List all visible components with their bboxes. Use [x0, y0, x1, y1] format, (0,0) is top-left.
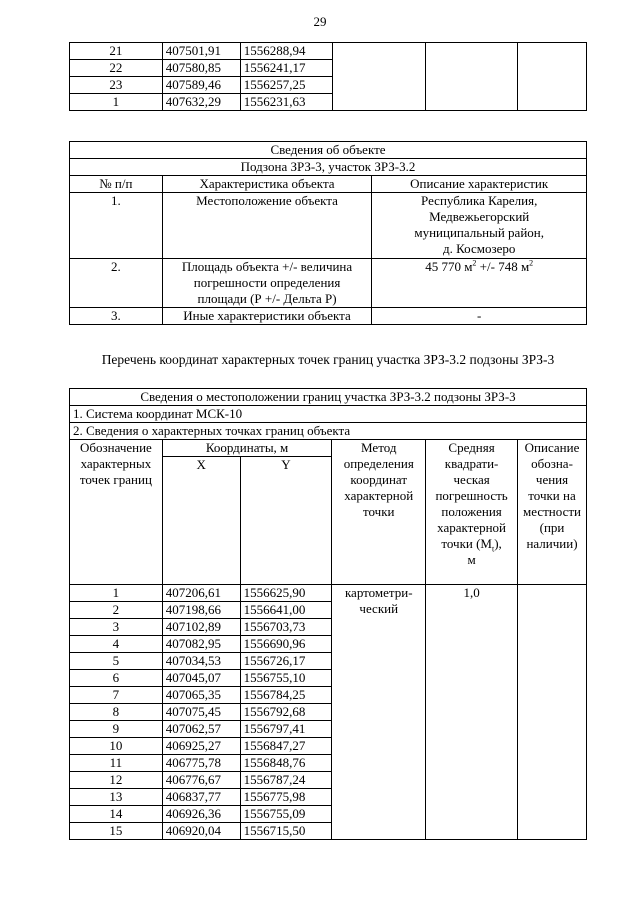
- coords-table: [69, 388, 587, 840]
- point-number: 22: [70, 60, 163, 77]
- area-tolerance: +/- 748 м: [476, 259, 530, 274]
- header-line: характерной: [344, 488, 414, 503]
- object-info-row: [70, 308, 587, 325]
- header-line: Метод: [361, 440, 397, 455]
- coords-system-row: [70, 406, 587, 423]
- coord-y: 1556797,41: [240, 721, 332, 738]
- coord-y: 1556715,50: [240, 823, 332, 840]
- coord-y: 1556690,96: [240, 636, 332, 653]
- characteristic-line: Местоположение объекта: [196, 193, 338, 208]
- top-coord-row: [70, 43, 587, 60]
- coords-title: Сведения о местоположении границ участка ЗРЗ-3.2 подзоны ЗРЗ-3: [70, 389, 587, 406]
- description-line: муниципальный район,: [414, 225, 544, 240]
- header-line: обозна-: [531, 456, 573, 471]
- coord-x: 407045,07: [162, 670, 240, 687]
- header-description: Описание характеристик: [372, 176, 587, 193]
- point-number: 6: [70, 670, 163, 687]
- coord-x: 407102,89: [162, 619, 240, 636]
- point-number: 14: [70, 806, 163, 823]
- point-number: 5: [70, 653, 163, 670]
- point-number: 13: [70, 789, 163, 806]
- point-number: 12: [70, 772, 163, 789]
- method-line: ческий: [359, 601, 399, 616]
- header-line: точки: [363, 504, 395, 519]
- object-info-subtitle: Подзона ЗРЗ-3, участок ЗРЗ-3.2: [70, 159, 587, 176]
- header-line: характерной: [437, 520, 507, 535]
- area-value: 45 770 м: [425, 259, 473, 274]
- coord-y: 1556641,00: [240, 602, 332, 619]
- coord-y: 1556755,10: [240, 670, 332, 687]
- area-unit-power: 2: [472, 258, 477, 268]
- characteristic-line: погрешности определения: [193, 275, 341, 290]
- characteristic-line: Иные характеристики объекта: [183, 308, 351, 323]
- row-number: 2.: [70, 259, 163, 308]
- coord-y: 1556755,09: [240, 806, 332, 823]
- object-info-table: [69, 141, 587, 325]
- description-cell: [372, 308, 587, 325]
- point-number: 8: [70, 704, 163, 721]
- description-line: -: [477, 308, 482, 323]
- header-point-designation: [70, 440, 163, 585]
- point-number: 4: [70, 636, 163, 653]
- header-line: точек границ: [79, 472, 152, 487]
- coords-header-row: [70, 440, 587, 457]
- header-line: координат: [350, 472, 408, 487]
- empty-method-cell: [332, 43, 426, 111]
- description-line: Республика Карелия,: [421, 193, 538, 208]
- header-line: определения: [343, 456, 414, 471]
- point-number: 15: [70, 823, 163, 840]
- coord-y: 1556784,25: [240, 687, 332, 704]
- point-number: 23: [70, 77, 163, 94]
- method-cell: [332, 585, 426, 840]
- coord-y: 1556703,73: [240, 619, 332, 636]
- header-line: [429, 536, 514, 552]
- coord-x: 406925,27: [162, 738, 240, 755]
- page-number: 29: [313, 14, 327, 29]
- method-line: картометри-: [344, 585, 413, 600]
- characteristic-line: площади (Р +/- Дельта Р): [197, 291, 337, 306]
- characteristic-cell: [162, 259, 372, 308]
- header-characteristic: Характеристика объекта: [162, 176, 372, 193]
- point-number: 11: [70, 755, 163, 772]
- area-value-cell: [372, 259, 587, 308]
- header-line: Описание: [524, 440, 580, 455]
- coord-y: 1556288,94: [240, 43, 332, 60]
- row-number: 3.: [70, 308, 163, 325]
- header-line: (при: [539, 520, 565, 535]
- coord-x: 407062,57: [162, 721, 240, 738]
- coord-y: 1556625,90: [240, 585, 332, 602]
- header-line: наличии): [526, 536, 578, 551]
- header-accuracy: [426, 440, 518, 585]
- description-line: Медвежьегорский: [429, 209, 530, 224]
- coord-x: 407580,85: [162, 60, 240, 77]
- coord-x: 407206,61: [162, 585, 240, 602]
- coords-points-heading-row: [70, 423, 587, 440]
- coord-x: 407501,91: [162, 43, 240, 60]
- header-coordinates: Координаты, м: [162, 440, 332, 457]
- point-number: 2: [70, 602, 163, 619]
- coord-y: 1556847,27: [240, 738, 332, 755]
- characteristic-cell: [162, 193, 372, 259]
- point-number: 7: [70, 687, 163, 704]
- coord-x: 407198,66: [162, 602, 240, 619]
- coord-y: 1556848,76: [240, 755, 332, 772]
- header-line: точки на: [528, 488, 576, 503]
- object-info-title-row: [70, 142, 587, 159]
- coord-x: 406776,67: [162, 772, 240, 789]
- accuracy-cell: 1,0: [426, 585, 518, 840]
- header-method: [332, 440, 426, 585]
- header-line: характерных: [80, 456, 152, 471]
- header-line: квадрати-: [444, 456, 499, 471]
- description-cell: [518, 585, 587, 840]
- coord-x: 407075,45: [162, 704, 240, 721]
- object-info-row: [70, 259, 587, 308]
- coord-x: 407082,95: [162, 636, 240, 653]
- coord-x: 406775,78: [162, 755, 240, 772]
- accuracy-label-end: ),: [494, 536, 502, 551]
- point-number: 1: [70, 94, 163, 111]
- coords-title-row: [70, 389, 587, 406]
- object-info-subtitle-row: [70, 159, 587, 176]
- coord-y: 1556241,17: [240, 60, 332, 77]
- header-line: погрешность: [435, 488, 508, 503]
- section-heading: Перечень координат характерных точек границ участка ЗРЗ-3.2 подзоны ЗРЗ-3: [101, 352, 555, 367]
- object-info-row: [70, 193, 587, 259]
- coord-y: 1556792,68: [240, 704, 332, 721]
- header-y: Y: [240, 457, 332, 585]
- characteristic-line: Площадь объекта +/- величина: [181, 259, 353, 274]
- header-line: Обозначение: [79, 440, 152, 455]
- accuracy-label: точки (M: [441, 536, 492, 551]
- coord-y: 1556775,98: [240, 789, 332, 806]
- area-unit-power: 2: [529, 258, 534, 268]
- header-line: положения: [441, 504, 502, 519]
- coord-x: 407589,46: [162, 77, 240, 94]
- object-info-header-row: [70, 176, 587, 193]
- description-cell: [372, 193, 587, 259]
- point-number: 3: [70, 619, 163, 636]
- empty-description-cell: [518, 43, 587, 111]
- coord-x: 406920,04: [162, 823, 240, 840]
- coord-y: 1556726,17: [240, 653, 332, 670]
- row-number: 1.: [70, 193, 163, 259]
- characteristic-cell: [162, 308, 372, 325]
- header-number: № п/п: [70, 176, 163, 193]
- coords-system: 1. Система координат МСК-10: [70, 406, 587, 423]
- top-coords-table: [69, 42, 587, 111]
- coord-y: 1556231,63: [240, 94, 332, 111]
- coord-x: 407034,53: [162, 653, 240, 670]
- header-line: Средняя: [448, 440, 495, 455]
- coord-x: 407065,35: [162, 687, 240, 704]
- header-x: X: [162, 457, 240, 585]
- header-line: местности: [523, 504, 581, 519]
- object-info-title: Сведения об объекте: [70, 142, 587, 159]
- description-line: д. Космозеро: [442, 241, 516, 256]
- empty-accuracy-cell: [426, 43, 518, 111]
- header-line: ческая: [453, 472, 490, 487]
- point-number: 10: [70, 738, 163, 755]
- point-number: 21: [70, 43, 163, 60]
- coords-points-heading: 2. Сведения о характерных точках границ объекта: [70, 423, 587, 440]
- point-number: 1: [70, 585, 163, 602]
- coord-y: 1556257,25: [240, 77, 332, 94]
- header-description: [518, 440, 587, 585]
- coord-x: 406837,77: [162, 789, 240, 806]
- coord-x: 407632,29: [162, 94, 240, 111]
- header-line: чения: [535, 472, 569, 487]
- header-line: м: [467, 552, 476, 567]
- coord-row: [70, 585, 587, 602]
- coord-x: 406926,36: [162, 806, 240, 823]
- point-number: 9: [70, 721, 163, 738]
- coord-y: 1556787,24: [240, 772, 332, 789]
- accuracy-subscript: t: [491, 544, 495, 554]
